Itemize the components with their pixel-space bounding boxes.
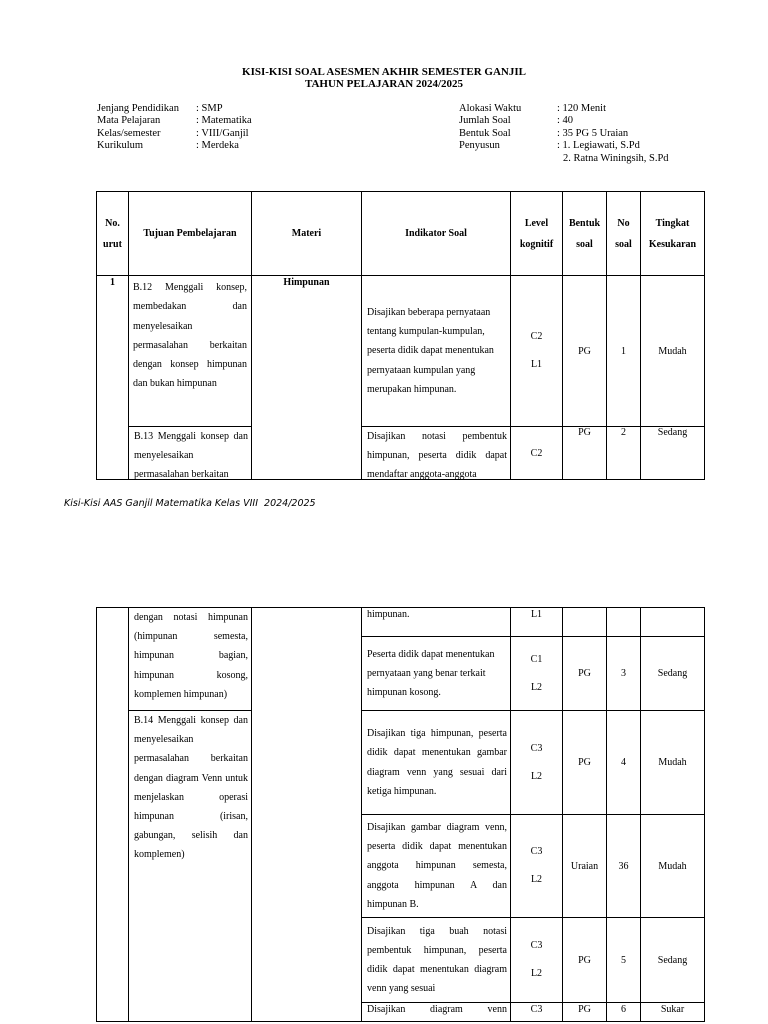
indikator-cell: Disajikan notasi pembentuk himpunan, peserta didik dapat mendaftar anggota-anggota <box>362 427 511 480</box>
header-tujuan: Tujuan Pembelajaran <box>129 192 252 276</box>
tingkat-cell: Mudah <box>641 276 705 427</box>
indikator-cell: Disajikan diagram venn <box>362 1003 511 1022</box>
meta-label: Mata Pelajaran <box>97 115 161 127</box>
meta-label: Bentuk Soal <box>459 127 511 139</box>
tujuan-cell: B.12 Menggali konsep, membedakan dan menyelesaikan permasalahan berkaitan dengan konsep himpunan dan bukan himpunan <box>129 276 252 427</box>
nosoal-cell: 3 <box>607 637 641 711</box>
meta-value: 2. Ratna Winingsih, S.Pd <box>563 152 669 164</box>
level-cell: C2 <box>511 427 563 480</box>
level-cell: C3 L2 <box>511 711 563 815</box>
table-row <box>97 276 705 427</box>
header-indikator: Indikator Soal <box>362 192 511 276</box>
bentuk-cell: Uraian <box>563 815 607 918</box>
meta-label: Jumlah Soal <box>459 115 511 127</box>
tingkat-cell: Mudah <box>641 711 705 815</box>
meta-value: : 40 <box>557 115 574 127</box>
indikator-cell: Disajikan tiga himpunan, peserta didik dapat menentukan gambar diagram venn yang sesuai dari ketiga himpunan. <box>362 711 511 815</box>
tujuan-cell: dengan notasi himpunan (himpunan semesta, himpunan bagian, himpunan kosong, komplemen himpunan) <box>129 608 252 711</box>
meta-value: : 120 Menit <box>557 103 606 114</box>
bentuk-cell: PG <box>563 427 607 480</box>
kisi-table-page2 <box>96 607 705 1022</box>
header-tingkat: Tingkat Kesukaran <box>641 192 705 276</box>
level-cell: C3 L2 <box>511 918 563 1003</box>
meta-left <box>97 103 252 153</box>
meta-label <box>459 153 563 165</box>
indikator-cell: himpunan. <box>362 608 511 637</box>
indikator-cell: Peserta didik dapat menentukan pernyataan yang benar terkait himpunan kosong. <box>362 637 511 711</box>
meta-value: : Merdeka <box>196 140 239 152</box>
meta-label: Jenjang Pendidikan <box>97 103 179 114</box>
meta-value: : SMP <box>196 103 223 114</box>
bentuk-cell <box>563 608 607 637</box>
tingkat-cell: Sedang <box>641 918 705 1003</box>
header-level: Level kognitif <box>511 192 563 276</box>
indikator-cell: Disajikan gambar diagram venn, peserta didik dapat menentukan anggota himpunan semesta, anggota himpunan A dan himpunan B. <box>362 815 511 918</box>
meta-label: Penyusun <box>459 140 500 152</box>
bentuk-cell: PG <box>563 918 607 1003</box>
page-footer: Kisi-Kisi AAS Ganjil Matematika Kelas VIII 2024/2025 <box>64 498 316 509</box>
nosoal-cell: 4 <box>607 711 641 815</box>
row-number <box>97 608 129 1022</box>
meta-value: : Matematika <box>196 115 252 127</box>
tingkat-cell: Sukar <box>641 1003 705 1022</box>
nosoal-cell <box>607 608 641 637</box>
tujuan-cell: B.13 Menggali konsep dan menyelesaikan permasalahan berkaitan <box>129 427 252 480</box>
meta-value: : VIII/Ganjil <box>196 127 249 139</box>
meta-label: Alokasi Waktu <box>459 103 522 114</box>
indikator-cell: Disajikan beberapa pernyataan tentang kumpulan-kumpulan, peserta didik dapat menentukan pernyataan kumpulan yang merupakan himpunan. <box>362 276 511 427</box>
materi-cell <box>252 608 362 1022</box>
meta-value: : 1. Legiawati, S.Pd <box>557 140 640 152</box>
level-cell: C3 <box>511 1003 563 1022</box>
nosoal-cell: 2 <box>607 427 641 480</box>
header-bentuk: Bentuk soal <box>563 192 607 276</box>
nosoal-cell: 36 <box>607 815 641 918</box>
bentuk-cell: PG <box>563 637 607 711</box>
header-materi: Materi <box>252 192 362 276</box>
row-number: 1 <box>97 276 129 480</box>
table-header-row <box>97 192 705 276</box>
bentuk-cell: PG <box>563 276 607 427</box>
document-subtitle: TAHUN PELAJARAN 2024/2025 <box>304 78 464 90</box>
tujuan-cell: B.14 Menggali konsep dan menyelesaikan permasalahan berkaitan dengan diagram Venn untuk menjelaskan operasi himpunan (irisan, gabungan, selisih dan komplemen) <box>129 711 252 1022</box>
meta-right <box>459 103 669 165</box>
header-nosoal: No soal <box>607 192 641 276</box>
bentuk-cell: PG <box>563 1003 607 1022</box>
table-row <box>97 608 705 637</box>
tingkat-cell: Sedang <box>641 427 705 480</box>
tingkat-cell: Mudah <box>641 815 705 918</box>
bentuk-cell: PG <box>563 711 607 815</box>
nosoal-cell: 5 <box>607 918 641 1003</box>
document-title: KISI-KISI SOAL ASESMEN AKHIR SEMESTER GANJIL <box>242 66 526 78</box>
nosoal-cell: 1 <box>607 276 641 427</box>
table-row <box>97 427 705 480</box>
meta-label: Kurikulum <box>97 140 144 152</box>
materi-cell: Himpunan <box>252 276 362 480</box>
meta-value: : 35 PG 5 Uraian <box>557 127 629 139</box>
indikator-cell: Disajikan tiga buah notasi pembentuk himpunan, peserta didik dapat menentukan diagram venn yang sesuai <box>362 918 511 1003</box>
header-no: No. urut <box>97 192 129 276</box>
table-row <box>97 711 705 815</box>
level-cell: C2 L1 <box>511 276 563 427</box>
level-cell: L1 <box>511 608 563 637</box>
tingkat-cell <box>641 608 705 637</box>
tingkat-cell: Sedang <box>641 637 705 711</box>
level-cell: C1 L2 <box>511 637 563 711</box>
meta-label: Kelas/semester <box>97 127 161 139</box>
nosoal-cell: 6 <box>607 1003 641 1022</box>
level-cell: C3 L2 <box>511 815 563 918</box>
kisi-table-page1 <box>96 191 705 480</box>
